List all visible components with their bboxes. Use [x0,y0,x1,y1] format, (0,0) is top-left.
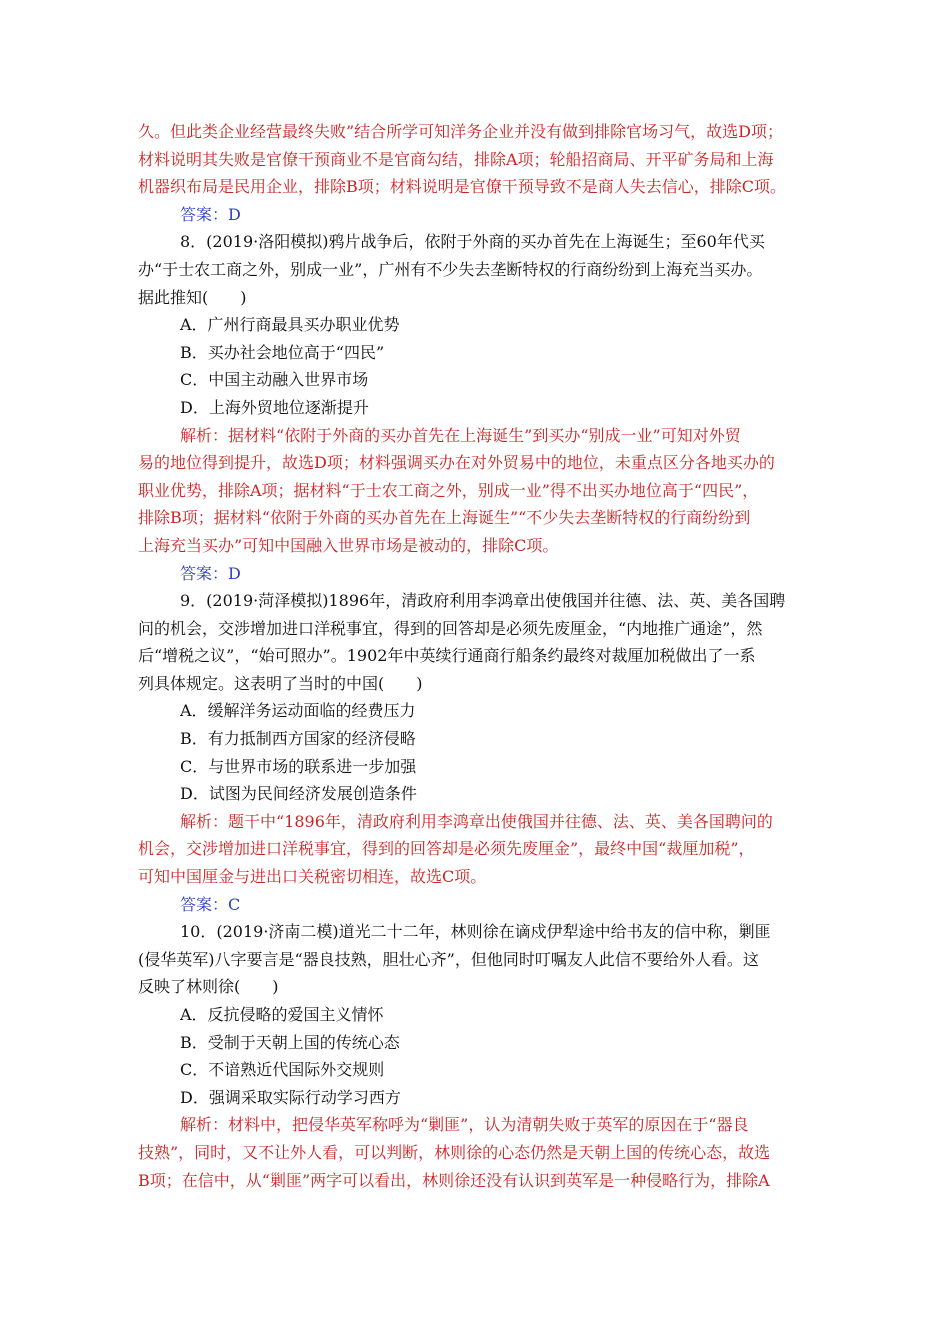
q7-answer: 答案：D [180,204,241,224]
explanation-line: 可知中国厘金与进出口关税密切相连，故选C项。 [138,867,487,887]
option-d: D．强调采取实际行动学习西方 [180,1087,401,1107]
explanation-line: 解析：材料中，把侵华英军称呼为“剿匪”，认为清朝失败于英军的原因在于“器良 [180,1115,749,1135]
question-line: 10．(2019·济南二模)道光二十二年，林则徐在谪戍伊犁途中给书友的信中称，剿匪 [180,922,771,942]
explanation-line: 排除B项；据材料“依附于外商的买办首先在上海诞生”“不少失去垄断特权的行商纷纷到 [138,508,751,528]
explanation-line: 易的地位得到提升，故选D项；材料强调买办在对外贸易中的地位，未重点区分各地买办的 [138,453,775,473]
question-line: 9．(2019·菏泽模拟)1896年，清政府利用李鸿章出使俄国并往德、法、英、美各国聘 [180,591,786,611]
q7-explanation [138,118,818,201]
document-page [138,118,818,1194]
question-line: (侵华英军)八字要言是“器良技熟，胆壮心齐”，但他同时叮嘱友人此信不要给外人看。这 [138,949,759,969]
option-a: A．广州行商最具买办职业优势 [180,315,400,335]
question-line: 反映了林则徐( ) [138,977,279,997]
option-a: A．反抗侵略的爱国主义情怀 [180,1005,384,1024]
option-d: D．上海外贸地位逐渐提升 [180,397,369,417]
explanation-line: 久。但此类企业经营最终失败”结合所学可知洋务企业并没有做到排除官场习气，故选D项； [138,122,784,141]
q9-answer: 答案：C [180,894,241,914]
explanation-line: 技熟”，同时，又不让外人看，可以判断，林则徐的心态仍然是天朝上国的传统心态，故选 [138,1142,771,1162]
option-d: D．试图为民间经济发展创造条件 [180,784,417,804]
explanation-line: 上海充当买办”可知中国融入世界市场是被动的，排除C项。 [138,535,559,555]
explanation-line: 机会，交涉增加进口洋税事宜，得到的回答却是必须先废厘金”，最终中国“裁厘加税”， [138,839,755,859]
explanation-line: 解析：题干中“1896年，清政府利用李鸿章出使俄国并往德、法、英、美各国聘问的 [180,811,773,831]
question-line: 据此推知( ) [138,287,247,307]
option-b: B．有力抵制西方国家的经济侵略 [180,729,416,749]
q8-stem [138,228,818,311]
q8-explanation [138,422,818,560]
option-c: C．与世界市场的联系进一步加强 [180,756,417,776]
explanation-line: B项；在信中，从“剿匪”两字可以看出，林则徐还没有认识到英军是一种侵略行为，排除A [138,1170,770,1190]
q9-options [138,697,818,807]
explanation-line: 职业优势，排除A项；据材料“于士农工商之外，别成一业”得不出买办地位高于“四民”， [138,480,759,500]
q10-explanation [138,1111,818,1194]
option-a: A．缓解洋务运动面临的经费压力 [180,701,416,721]
option-c: C．不谙熟近代国际外交规则 [180,1060,385,1080]
question-line: 列具体规定。这表明了当时的中国( ) [138,673,423,693]
question-line: 问的机会，交涉增加进口洋税事宜，得到的回答却是必须先废厘金，“内地推广通途”，然 [138,618,763,638]
option-b: B．买办社会地位高于“四民” [180,342,385,362]
question-line: 8．(2019·洛阳模拟)鸦片战争后，依附于外商的买办首先在上海诞生；至60年代买 [180,232,765,252]
explanation-line: 解析：据材料“依附于外商的买办首先在上海诞生”到买办“别成一业”可知对外贸 [180,425,741,445]
q9-explanation [138,808,818,891]
q10-options [138,1001,818,1111]
q8-answer: 答案：D [180,563,241,583]
q8-options [138,311,818,421]
q10-stem [138,918,818,1001]
question-line: 后“增税之议”，“始可照办”。1902年中英续行通商行船条约最终对裁厘加税做出了一系 [138,646,756,666]
explanation-line: 材料说明其失败是官僚干预商业不是官商勾结，排除A项；轮船招商局、开平矿务局和上海 [138,149,774,169]
explanation-line: 机器织布局是民用企业，排除B项；材料说明是官僚干预导致不是商人失去信心，排除C项。 [138,177,787,197]
option-b: B．受制于天朝上国的传统心态 [180,1032,400,1052]
q9-stem [138,587,818,697]
question-line: 办“于士农工商之外，别成一业”，广州有不少失去垄断特权的行商纷纷到上海充当买办。 [138,259,763,279]
option-c: C．中国主动融入世界市场 [180,370,369,390]
